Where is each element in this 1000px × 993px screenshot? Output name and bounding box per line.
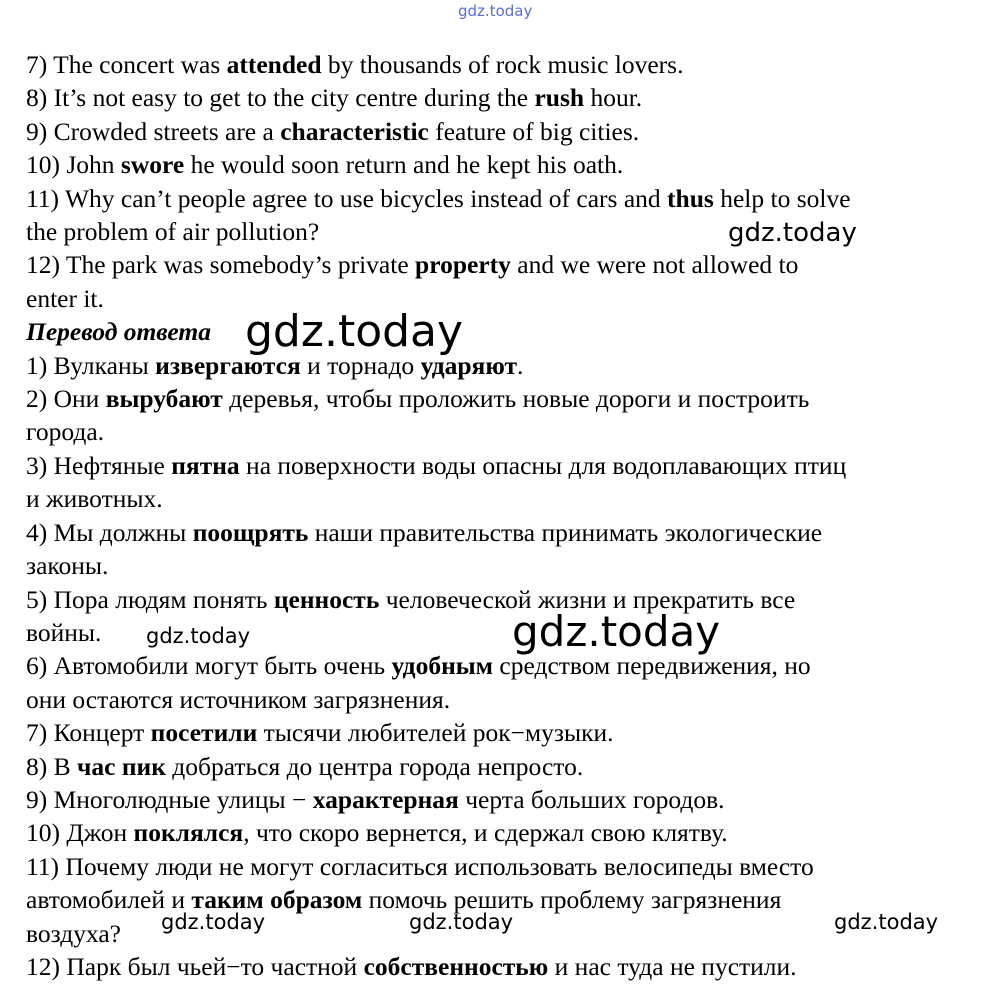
russian-line-5-cont: войны. <box>26 617 102 647</box>
english-line-11 <box>26 182 994 215</box>
text: тысячи любителей рок−музыки. <box>257 718 614 748</box>
text: hour. <box>584 83 643 113</box>
text: 10) Джон <box>26 818 134 848</box>
english-line-7 <box>26 48 994 81</box>
text: feature of big cities. <box>428 116 640 146</box>
watermark: gdz.today <box>245 306 464 357</box>
text: и нас туда не пустили. <box>548 951 797 981</box>
bold-word: характерная <box>312 784 459 814</box>
document-body <box>26 48 994 983</box>
watermark: gdz.today <box>146 624 251 648</box>
bold-word: извергаются <box>155 350 301 380</box>
russian-line-4-cont: законы. <box>26 551 109 581</box>
text: 9) Многолюдные улицы − <box>26 784 313 814</box>
watermark: gdz.today <box>161 910 266 934</box>
text: добраться до центра города непросто. <box>165 751 584 781</box>
russian-line-8 <box>26 750 994 783</box>
russian-line-3-cont: и животных. <box>26 484 163 514</box>
text: help to solve <box>713 183 851 213</box>
text: наши правительства принимать экологические <box>308 517 823 547</box>
watermark: gdz.today <box>728 218 857 248</box>
text: 10) John <box>26 150 121 180</box>
russian-line-10 <box>26 816 994 849</box>
text: 1) Вулканы <box>26 350 156 380</box>
text: 8) It’s not easy to get to the city centre during the <box>26 83 535 113</box>
bold-word: thus <box>667 183 714 213</box>
russian-line-2 <box>26 382 994 415</box>
text: на поверхности воды опасны для водоплавающих птиц <box>239 450 847 480</box>
bold-word: ударяют <box>420 350 518 380</box>
text: средством передвижения, но <box>493 651 811 681</box>
russian-line-2-cont: города. <box>26 417 105 447</box>
text: черта больших городов. <box>458 784 725 814</box>
text: 3) Нефтяные <box>26 450 172 480</box>
russian-line-11-cont <box>26 883 994 916</box>
english-line-9 <box>26 115 994 148</box>
text: , что скоро вернется, и сдержал свою клятву. <box>243 818 728 848</box>
bold-word: удобным <box>391 651 494 681</box>
bold-word: поклялся <box>133 818 244 848</box>
russian-line-12 <box>26 950 994 983</box>
russian-line-11: 11) Почему люди не могут согласиться использовать велосипеды вместо <box>26 851 814 881</box>
english-line-10 <box>26 148 994 181</box>
english-line-12-cont: enter it. <box>26 283 104 313</box>
english-line-8 <box>26 81 994 114</box>
bold-word: пятна <box>171 450 240 480</box>
russian-line-5 <box>26 583 994 616</box>
text: 8) В <box>26 751 77 781</box>
russian-line-6-cont: они остаются источником загрязнения. <box>26 684 451 714</box>
bold-word: attended <box>226 50 322 79</box>
russian-line-9 <box>26 783 994 816</box>
text: человеческой жизни и прекратить все <box>379 584 796 614</box>
text: he would soon return and he kept his oath. <box>184 150 624 180</box>
text: . <box>517 350 524 380</box>
text: 12) The park was somebody’s private <box>26 250 416 280</box>
text: помочь решить проблему загрязнения <box>362 885 782 915</box>
text: 7) The concert was <box>26 50 227 79</box>
russian-line-3 <box>26 449 994 482</box>
text: 5) Пора людям понять <box>26 584 274 614</box>
watermark: gdz.today <box>834 910 939 934</box>
text: автомобилей и <box>26 885 192 915</box>
bold-word: ценность <box>273 584 380 614</box>
english-line-12 <box>26 248 994 281</box>
bold-word: вырубают <box>105 384 223 414</box>
bold-word: characteristic <box>280 116 429 146</box>
bold-word: час пик <box>77 751 166 781</box>
bold-word: посетили <box>150 718 258 748</box>
watermark: gdz.today <box>409 910 514 934</box>
text: 6) Автомобили могут быть очень <box>26 651 392 681</box>
text: 7) Концерт <box>26 718 151 748</box>
english-line-11-cont: the problem of air pollution? <box>26 217 320 247</box>
watermark: gdz.today <box>512 607 721 656</box>
bold-word: таким образом <box>191 885 363 915</box>
russian-line-7 <box>26 716 994 749</box>
text: и торнадо <box>300 350 421 380</box>
russian-line-1 <box>26 349 994 382</box>
text: деревья, чтобы проложить новые дороги и построить <box>222 384 810 414</box>
text: by thousands of rock music lovers. <box>321 50 684 79</box>
bold-word: swore <box>120 150 185 180</box>
text: and we were not allowed to <box>510 250 799 280</box>
watermark-top: gdz.today <box>458 2 533 20</box>
russian-line-6 <box>26 649 994 682</box>
text: 2) Они <box>26 384 106 414</box>
bold-word: поощрять <box>192 517 309 547</box>
bold-word: rush <box>534 83 585 113</box>
russian-line-4 <box>26 516 994 549</box>
bold-word: собственностью <box>363 951 549 981</box>
text: 12) Парк был чьей−то частной <box>26 951 364 981</box>
bold-word: property <box>415 250 511 280</box>
text: 11) Why can’t people agree to use bicycles instead of cars and <box>26 183 668 213</box>
translation-heading: Перевод ответа <box>26 317 211 347</box>
text: 9) Crowded streets are a <box>26 116 281 146</box>
russian-line-11-end: воздуха? <box>26 918 122 948</box>
text: 4) Мы должны <box>26 517 193 547</box>
